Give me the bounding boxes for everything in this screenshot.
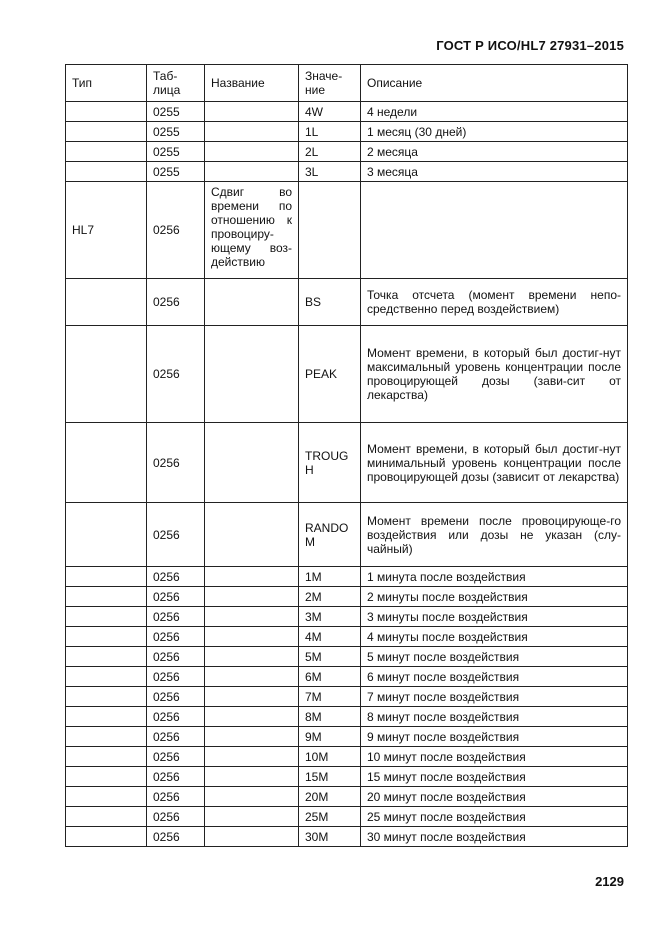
cell-value: 1L	[299, 122, 361, 142]
cell-type	[66, 827, 147, 847]
cell-value: 10M	[299, 747, 361, 767]
cell-type	[66, 787, 147, 807]
table-row	[66, 326, 628, 423]
cell-type	[66, 607, 147, 627]
cell-name	[205, 707, 299, 727]
cell-table: 0255	[147, 142, 205, 162]
cell-type	[66, 567, 147, 587]
cell-type	[66, 326, 147, 423]
cell-type: HL7	[66, 182, 147, 279]
cell-name	[205, 687, 299, 707]
cell-name	[205, 587, 299, 607]
cell-value: 2M	[299, 587, 361, 607]
cell-type	[66, 122, 147, 142]
cell-table: 0256	[147, 647, 205, 667]
cell-table: 0256	[147, 727, 205, 747]
cell-value: 15M	[299, 767, 361, 787]
table-row	[66, 727, 628, 747]
table-row	[66, 667, 628, 687]
cell-name	[205, 607, 299, 627]
cell-description: 3 минуты после воздействия	[361, 607, 628, 627]
cell-table: 0255	[147, 162, 205, 182]
cell-name	[205, 503, 299, 567]
cell-name	[205, 122, 299, 142]
table-row	[66, 627, 628, 647]
cell-type	[66, 587, 147, 607]
cell-description: 8 минут после воздействия	[361, 707, 628, 727]
cell-name	[205, 827, 299, 847]
cell-table: 0256	[147, 747, 205, 767]
cell-name	[205, 279, 299, 326]
cell-value: 3L	[299, 162, 361, 182]
cell-table: 0256	[147, 279, 205, 326]
cell-value: 7M	[299, 687, 361, 707]
cell-value: 5M	[299, 647, 361, 667]
table-row	[66, 827, 628, 847]
cell-type	[66, 162, 147, 182]
cell-name	[205, 807, 299, 827]
cell-table: 0256	[147, 607, 205, 627]
table-row	[66, 567, 628, 587]
code-table	[65, 64, 628, 847]
table-row	[66, 807, 628, 827]
cell-table: 0256	[147, 687, 205, 707]
table-row	[66, 162, 628, 182]
cell-name	[205, 647, 299, 667]
cell-description: 10 минут после воздействия	[361, 747, 628, 767]
table-row	[66, 182, 628, 279]
cell-name	[205, 787, 299, 807]
table-row	[66, 503, 628, 567]
cell-value: PEAK	[299, 326, 361, 423]
table-row	[66, 687, 628, 707]
document-header: ГОСТ Р ИСО/HL7 27931–2015	[436, 38, 624, 53]
cell-value: 20M	[299, 787, 361, 807]
cell-value: 25M	[299, 807, 361, 827]
table-row	[66, 423, 628, 503]
cell-table: 0256	[147, 787, 205, 807]
column-header-type: Тип	[66, 65, 147, 102]
cell-table: 0256	[147, 827, 205, 847]
table-row	[66, 767, 628, 787]
table-row	[66, 607, 628, 627]
table-row	[66, 747, 628, 767]
cell-name	[205, 567, 299, 587]
cell-name	[205, 627, 299, 647]
cell-description: 9 минут после воздействия	[361, 727, 628, 747]
table-row	[66, 587, 628, 607]
cell-value: 4M	[299, 627, 361, 647]
column-header-name: Название	[205, 65, 299, 102]
cell-table: 0256	[147, 667, 205, 687]
cell-description: 6 минут после воздействия	[361, 667, 628, 687]
cell-description: 15 минут после воздействия	[361, 767, 628, 787]
column-header-value: Значе- ние	[299, 65, 361, 102]
cell-type	[66, 747, 147, 767]
cell-value: 2L	[299, 142, 361, 162]
cell-value	[299, 182, 361, 279]
table-body	[66, 102, 628, 847]
table-row	[66, 142, 628, 162]
cell-name	[205, 747, 299, 767]
cell-type	[66, 647, 147, 667]
cell-type	[66, 687, 147, 707]
table-header-row	[66, 65, 628, 102]
cell-table: 0256	[147, 587, 205, 607]
cell-table: 0256	[147, 807, 205, 827]
cell-value: 4W	[299, 102, 361, 122]
cell-type	[66, 503, 147, 567]
table-row	[66, 647, 628, 667]
cell-name	[205, 767, 299, 787]
cell-type	[66, 807, 147, 827]
cell-description: Точка отсчета (момент времени непо-средственно перед воздействием)	[361, 279, 628, 326]
table-row	[66, 787, 628, 807]
cell-name	[205, 667, 299, 687]
cell-description: 20 минут после воздействия	[361, 787, 628, 807]
cell-value: 8M	[299, 707, 361, 727]
cell-type	[66, 767, 147, 787]
cell-name	[205, 142, 299, 162]
cell-table: 0256	[147, 567, 205, 587]
cell-type	[66, 667, 147, 687]
cell-table: 0256	[147, 326, 205, 423]
cell-description: 30 минут после воздействия	[361, 827, 628, 847]
column-header-description: Описание	[361, 65, 628, 102]
page-number: 2129	[595, 874, 624, 889]
cell-table: 0255	[147, 102, 205, 122]
cell-table: 0256	[147, 423, 205, 503]
cell-description: 4 недели	[361, 102, 628, 122]
cell-description: 1 минута после воздействия	[361, 567, 628, 587]
table-row	[66, 279, 628, 326]
cell-value: RANDO M	[299, 503, 361, 567]
cell-value: BS	[299, 279, 361, 326]
cell-name: Сдвиг во времени по отношению к провоциру-ющему воз-действию	[205, 182, 299, 279]
cell-value: TROUG H	[299, 423, 361, 503]
cell-type	[66, 423, 147, 503]
cell-table: 0256	[147, 627, 205, 647]
cell-type	[66, 279, 147, 326]
cell-value: 30M	[299, 827, 361, 847]
cell-value: 6M	[299, 667, 361, 687]
cell-description: Момент времени, в который был достиг-нут минимальный уровень концентрации после провоцирующей дозы (зависит от лекарства)	[361, 423, 628, 503]
cell-name	[205, 102, 299, 122]
cell-description: Момент времени после провоцирующе-го воздействия или дозы не указан (слу-чайный)	[361, 503, 628, 567]
cell-table: 0256	[147, 503, 205, 567]
cell-table: 0256	[147, 767, 205, 787]
cell-name	[205, 326, 299, 423]
cell-type	[66, 627, 147, 647]
cell-description: Момент времени, в который был достиг-нут максимальный уровень концентрации после провоцирующей дозы (зави-сит от лекарства)	[361, 326, 628, 423]
cell-table: 0255	[147, 122, 205, 142]
cell-description: 2 месяца	[361, 142, 628, 162]
cell-type	[66, 707, 147, 727]
cell-value: 1M	[299, 567, 361, 587]
cell-value: 3M	[299, 607, 361, 627]
cell-description: 1 месяц (30 дней)	[361, 122, 628, 142]
cell-description: 3 месяца	[361, 162, 628, 182]
cell-description: 4 минуты после воздействия	[361, 627, 628, 647]
cell-description: 5 минут после воздействия	[361, 647, 628, 667]
cell-type	[66, 142, 147, 162]
table-row	[66, 102, 628, 122]
cell-description: 7 минут после воздействия	[361, 687, 628, 707]
cell-table: 0256	[147, 707, 205, 727]
cell-name	[205, 727, 299, 747]
column-header-table: Таб- лица	[147, 65, 205, 102]
cell-name	[205, 162, 299, 182]
cell-value: 9M	[299, 727, 361, 747]
cell-type	[66, 727, 147, 747]
cell-description: 2 минуты после воздействия	[361, 587, 628, 607]
table-row	[66, 122, 628, 142]
cell-table: 0256	[147, 182, 205, 279]
cell-name	[205, 423, 299, 503]
cell-type	[66, 102, 147, 122]
cell-description: 25 минут после воздействия	[361, 807, 628, 827]
cell-description	[361, 182, 628, 279]
table-row	[66, 707, 628, 727]
